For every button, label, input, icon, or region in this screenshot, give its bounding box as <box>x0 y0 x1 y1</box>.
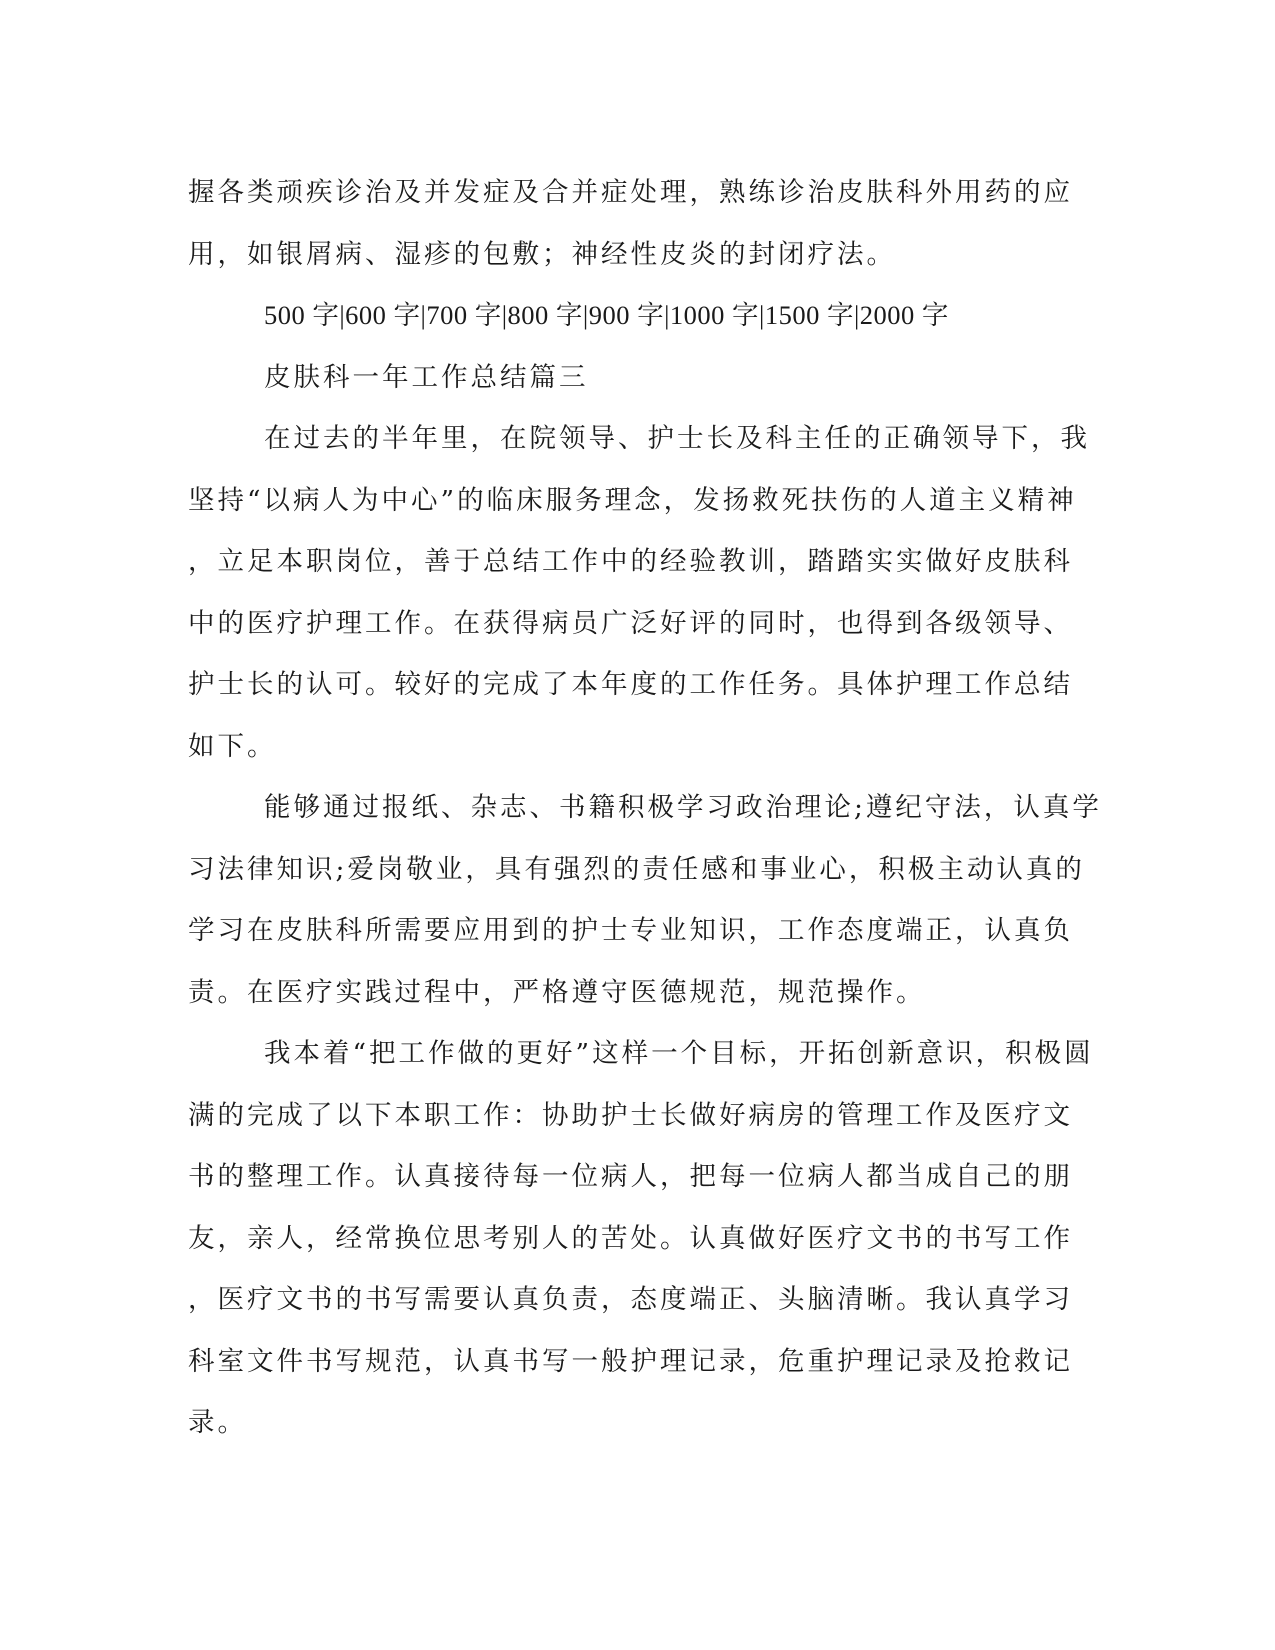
text-line: 能够通过报纸、杂志、书籍积极学习政治理论;遵纪守法，认真学 <box>264 792 1102 823</box>
text-line: 我本着“把工作做的更好”这样一个目标，开拓创新意识，积极圆 <box>264 1038 1094 1069</box>
text-line: 责。在医疗实践过程中，严格遵守医德规范，规范操作。 <box>188 976 926 1008</box>
text-line: ，立足本职岗位，善于总结工作中的经验教训，踏踏实实做好皮肤科 <box>188 546 1073 577</box>
text-line: 书的整理工作。认真接待每一位病人，把每一位病人都当成自己的朋 <box>188 1161 1073 1192</box>
text-line: 用，如银屑病、湿疹的包敷；神经性皮炎的封闭疗法。 <box>188 238 896 270</box>
text-line: 友，亲人，经常换位思考别人的苦处。认真做好医疗文书的书写工作 <box>188 1222 1073 1254</box>
text-line: 科室文件书写规范，认真书写一般护理记录，危重护理记录及抢救记 <box>188 1345 1073 1377</box>
word-count-links: 500 字|600 字|700 字|800 字|900 字|1000 字|1500 字|2000 字 <box>264 300 949 330</box>
text-line: 录。 <box>188 1407 247 1438</box>
text-line: 坚持“以病人为中心”的临床服务理念，发扬救死扶伤的人道主义精神 <box>188 484 1077 516</box>
text-line: 学习在皮肤科所需要应用到的护士专业知识，工作态度端正，认真负 <box>188 915 1073 946</box>
text-line: 如下。 <box>188 730 277 762</box>
section-heading: 皮肤科一年工作总结篇三 <box>264 361 589 393</box>
text-line: 护士长的认可。较好的完成了本年度的工作任务。具体护理工作总结 <box>188 669 1073 700</box>
document-body <box>188 162 1102 1454</box>
text-line: 握各类顽疾诊治及并发症及合并症处理，熟练诊治皮肤科外用药的应 <box>188 177 1073 208</box>
text-line: 中的医疗护理工作。在获得病员广泛好评的同时，也得到各级领导、 <box>188 607 1073 639</box>
text-line: ，医疗文书的书写需要认真负责，态度端正、头脑清晰。我认真学习 <box>188 1284 1073 1315</box>
text-line: 在过去的半年里，在院领导、护士长及科主任的正确领导下，我 <box>264 423 1090 454</box>
text-line: 满的完成了以下本职工作：协助护士长做好病房的管理工作及医疗文 <box>188 1099 1073 1131</box>
text-line: 习法律知识;爱岗敬业，具有强烈的责任感和事业心，积极主动认真的 <box>188 853 1085 885</box>
